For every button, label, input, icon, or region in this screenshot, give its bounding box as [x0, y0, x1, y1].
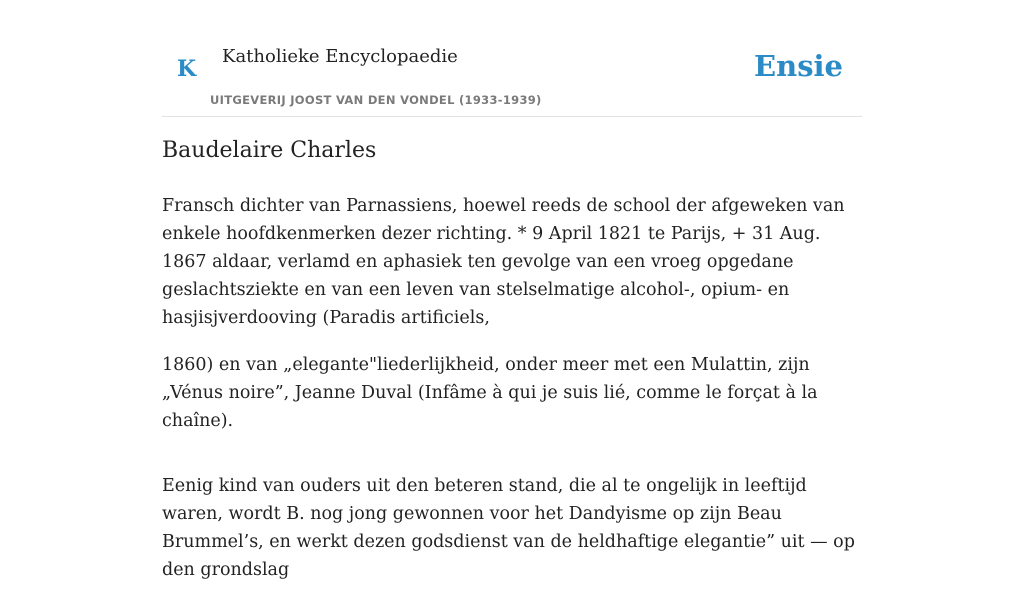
- article-paragraph: 1860) en van „elegante"liederlijkheid, onder meer met een Mulattin, zijn „Vénus noire”, Jeanne Duval (Infâme à qui je suis lié, comme le forçat à la chaîne).: [162, 355, 818, 431]
- site-header: [162, 0, 862, 117]
- publisher-subtitle: UITGEVERIJ JOOST VAN DEN VONDEL (1933-1939): [210, 93, 542, 107]
- article-paragraph: Fransch dichter van Parnassiens, hoewel reeds de school der afgeweken van enkele hoofdkenmerken dezer richting. * 9 April 1821 te Parijs, + 31 Aug. 1867 aldaar, verlamd en aphasiek ten gevolge van een vroeg opgedane geslachtsziekte en van een leven van stelselmatige alcohol-, opium- en hasjisjverdooving (Paradis artificiels,: [162, 196, 845, 328]
- brand-logo[interactable]: Ensie: [754, 49, 843, 83]
- article-paragraph: Eenig kind van ouders uit den beteren stand, die al te ongelijk in leeftijd waren, wordt B. nog jong gewonnen voor het Dandyisme op zijn Beau Brummel’s, en werkt dezen godsdienst van de heldhaftige elegantie” uit — op den grondslag: [162, 476, 855, 580]
- logo-icon[interactable]: K: [177, 56, 197, 82]
- site-title[interactable]: Katholieke Encyclopaedie: [222, 46, 458, 67]
- article-body: [162, 192, 862, 603]
- article-title: Baudelaire Charles: [162, 138, 377, 163]
